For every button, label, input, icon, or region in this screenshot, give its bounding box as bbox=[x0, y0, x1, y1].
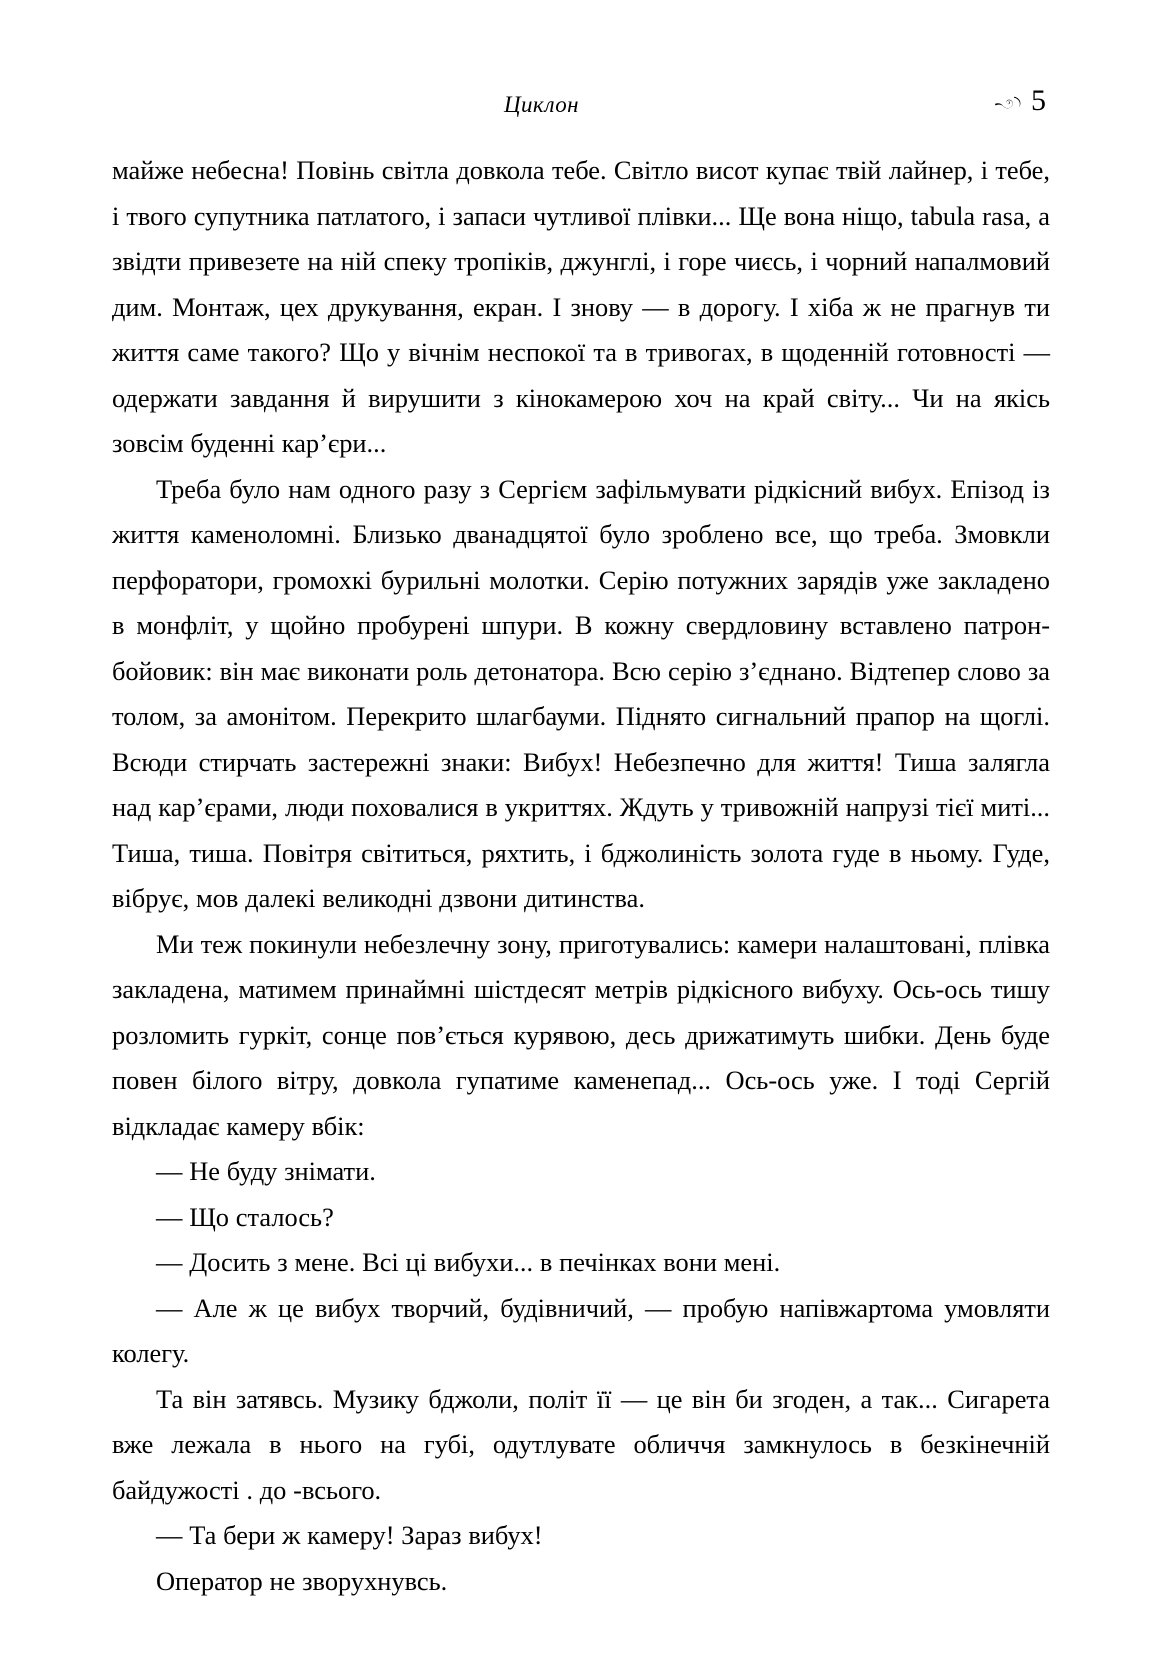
paragraph: Оператор не зворухнувсь. bbox=[156, 1565, 448, 1596]
dialogue-line: — Досить з мене. Всі ці вибухи... в печінках вони мені. bbox=[156, 1247, 781, 1277]
dialogue-line: — Але ж це вибух творчий, будівничий, — пробую напівжартома умовляти колегу. bbox=[112, 1292, 1050, 1368]
paragraph: Треба було нам одного разу з Сергієм зафільмувати рідкісний вибух. Епізод із життя каменоломні. Близько дванадцятої було зроблено все, що треба. Змовкли перфоратори, громохкі бурильні молотки. Серію потужних зарядів уже закладено в монфліт, у щойно пробурені шпури. В кожну свердловину вставлено патрон-бойовик: він має виконати роль детонатора. Всю серію з’єднано. Відтепер слово за толом, за амонітом. Перекрито шлагбауми. Піднято сигнальний прапор на щоглі. Всюди стирчать застережні знаки: Вибух! Небезпечно для життя! Тиша залягла над кар’єрами, люди поховалися в укриттях. Ждуть у тривожній напрузі тієї миті... Тиша, тиша. Повітря світиться, ряхтить, і бджолиність золота гуде в ньому. Гуде, вібрує, мов далекі великодні дзвони дитинства. bbox=[112, 473, 1050, 913]
running-head bbox=[112, 84, 1046, 126]
page-number: 5 bbox=[1031, 84, 1046, 117]
running-head-title: Циклон bbox=[504, 92, 579, 117]
paragraph: Ми теж покинули небезлечну зону, приготувались: камери налаштовані, плівка закладена, матимем принаймні шістдесят метрів рідкісного вибуху. Ось-ось тишу розломить гуркіт, сонце пов’ється курявою, десь дрижатимуть шибки. День буде повен білого вітру, довкола гупатиме каменепад... Ось-ось уже. І тоді Сергій відкладає камеру вбік: bbox=[112, 928, 1050, 1141]
paragraph: Та він затявсь. Музику бджоли, політ її — це він би згоден, а так... Сигарета вже лежала в нього на губі, одутлувате обличчя замкнулось в безкінечній байдужості . до -всього. bbox=[112, 1383, 1050, 1505]
dialogue-line: — Та бери ж камеру! Зараз вибух! bbox=[156, 1520, 543, 1550]
folio bbox=[994, 86, 1046, 116]
fleuron-ornament bbox=[994, 93, 1022, 115]
dialogue-line: — Що сталось? bbox=[156, 1201, 334, 1232]
text-block bbox=[112, 148, 1050, 1604]
paragraph: майже небесна! Повінь світла довкола тебе. Світло висот купає твій лайнер, і тебе, і твого супутника патлатого, і запаси чутливої плівки... Ще вона ніщо, tabula rasa, а звідти привезете на ній спеку тропіків, джунглі, і горе чиєсь, і чорний напалмовий дим. Монтаж, цех друкування, екран. І знову — в дорогу. І хіба ж не прагнув ти життя саме такого? Що у вічнім неспокої та в тривогах, в щоденній готовності — одержати завдання й вирушити з кінокамерою хоч на край світу... Чи на якісь зовсім буденні кар’єри... bbox=[112, 155, 1050, 458]
dialogue-line: — Не буду знімати. bbox=[156, 1156, 376, 1186]
